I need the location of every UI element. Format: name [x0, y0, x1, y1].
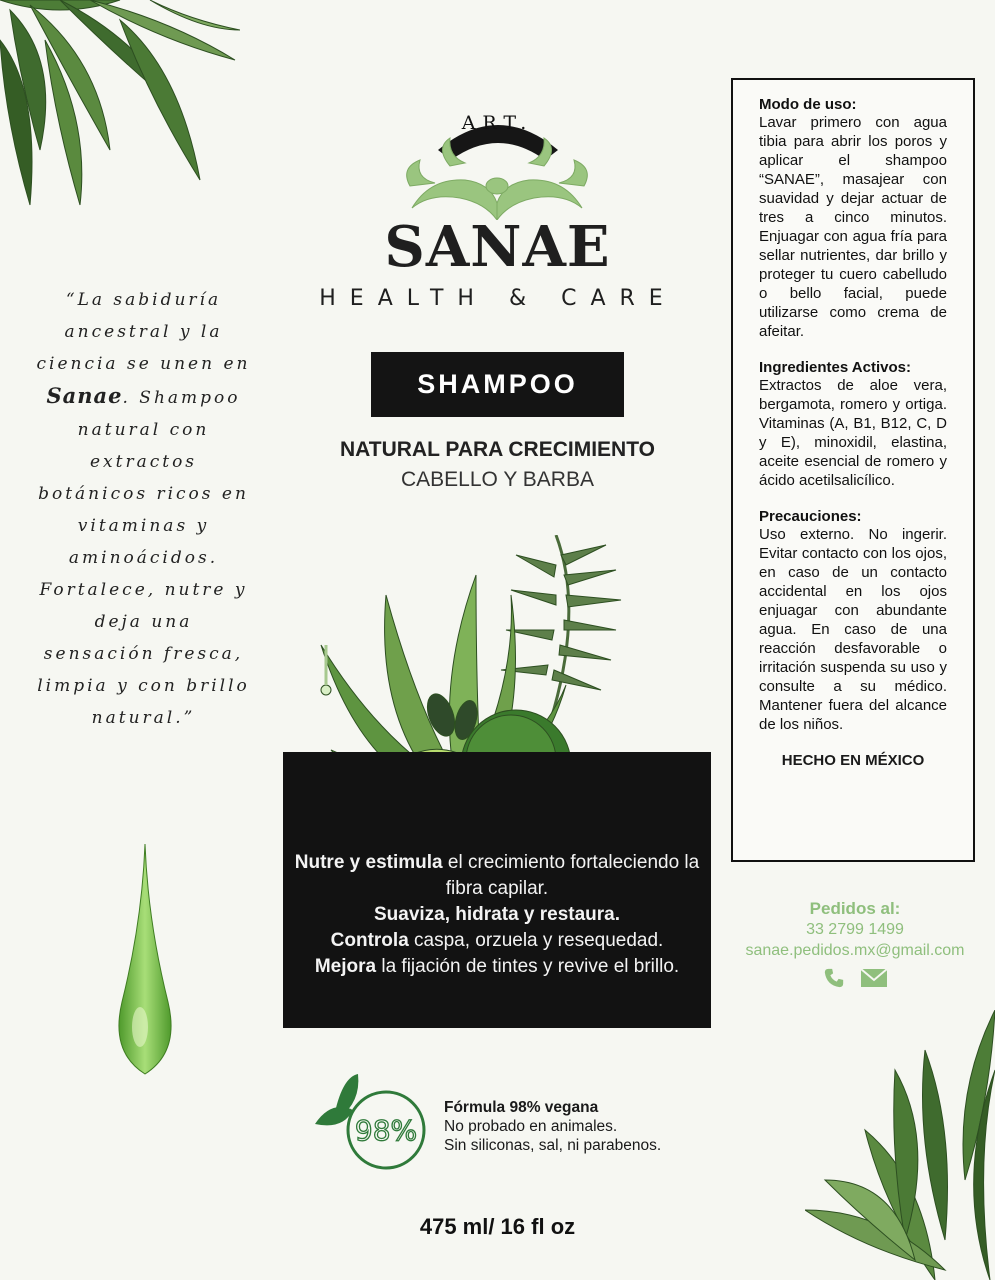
vegan-info [444, 1098, 661, 1155]
ingredients-title: Ingredientes Activos: [759, 359, 911, 376]
precautions-text: Uso externo. No ingerir. Evitar contacto con los ojos, en caso de un contacto accidental en los ojos enjuagar con abundante agua. En caso de una reacción desfavorable o irritación suspenda su uso y consulte a su médico. Mantener fuera del alcance de los niños. [759, 526, 947, 733]
made-in-label: HECHO EN MÉXICO [781, 752, 925, 769]
benefit-text: caspa, orzuela y resequedad. [408, 930, 664, 951]
benefit-line [293, 928, 701, 954]
usage-info-box [731, 78, 975, 862]
vegan-line-1: Fórmula 98% vegana [444, 1099, 599, 1116]
product-type-text: SHAMPOO [417, 369, 578, 399]
usage-text: Lavar primero con agua tibia para abrir los poros y aplicar el shampoo “SANAE”, masajear con suavidad y dejar actuar de tres a cinco minutos. Enjuagar con agua fría para sellar nutrientes, dar brillo y proteger tu cuero cabelludo o bello facial, puede utilizarse como crema de afeitar. [759, 114, 947, 340]
brand-name: SANAE [384, 214, 611, 280]
product-subtitle: CABELLO Y BARBA [401, 468, 594, 491]
product-volume: 475 ml/ 16 fl oz [419, 1214, 576, 1239]
contact-phone[interactable]: 33 2799 1499 [806, 921, 904, 938]
usage-title: Modo de uso: [759, 96, 857, 113]
vegan-percent: 98% [354, 1114, 418, 1147]
logo-emblem [390, 108, 605, 220]
benefit-line [293, 954, 701, 980]
benefit-line [293, 902, 701, 928]
benefit-bold: Mejora [314, 956, 377, 977]
quote-after: . Shampoo natural con extractos botánicos ricos en vitaminas y aminoácidos. Fortalece, nutre y deja una sensación fresca, limpia y con brillo natural.” [37, 388, 250, 728]
phone-icon[interactable] [822, 967, 846, 989]
quote-before: “La sabiduría ancestral y la ciencia se unen en [36, 290, 251, 374]
brand-tagline: HEALTH & CARE [319, 286, 677, 311]
vegan-line-2: No probado en animales. [444, 1118, 618, 1135]
brand-quote [36, 284, 251, 734]
precautions-title: Precauciones: [759, 508, 862, 525]
vegan-badge-icon [313, 1072, 433, 1172]
product-type-label [371, 352, 624, 417]
oil-drop-illustration [110, 842, 180, 1077]
leaves-decoration-top-left [0, 0, 240, 210]
logo-art-text: ART. [461, 112, 534, 134]
benefit-bold: Controla [330, 930, 409, 951]
benefit-text: la fijación de tintes y revive el brillo. [376, 956, 680, 977]
contact-title: Pedidos al: [809, 899, 901, 918]
benefit-line [293, 850, 701, 902]
benefits-panel [283, 752, 711, 1028]
vegan-line-3: Sin siliconas, sal, ni parabenos. [444, 1137, 662, 1154]
product-subtitle-bold: NATURAL PARA CRECIMIENTO [340, 438, 655, 461]
mail-icon[interactable] [860, 967, 888, 989]
quote-brand-word: Sanae [46, 383, 123, 408]
benefit-text: el crecimiento fortaleciendo la fibra capilar. [442, 852, 700, 899]
contact-email[interactable]: sanae.pedidos.mx@gmail.com [745, 942, 965, 959]
contact-section [733, 899, 977, 989]
ingredients-text: Extractos de aloe vera, bergamota, romero y ortiga. Vitaminas (A, B1, B12, C, D y E), minoxidil, elastina, aceite esencial de romero y ácido acetilsalicílico. [759, 377, 947, 489]
benefit-bold: Nutre y estimula [294, 852, 443, 873]
benefit-bold: Suaviza, hidrata y restaura. [373, 904, 621, 925]
